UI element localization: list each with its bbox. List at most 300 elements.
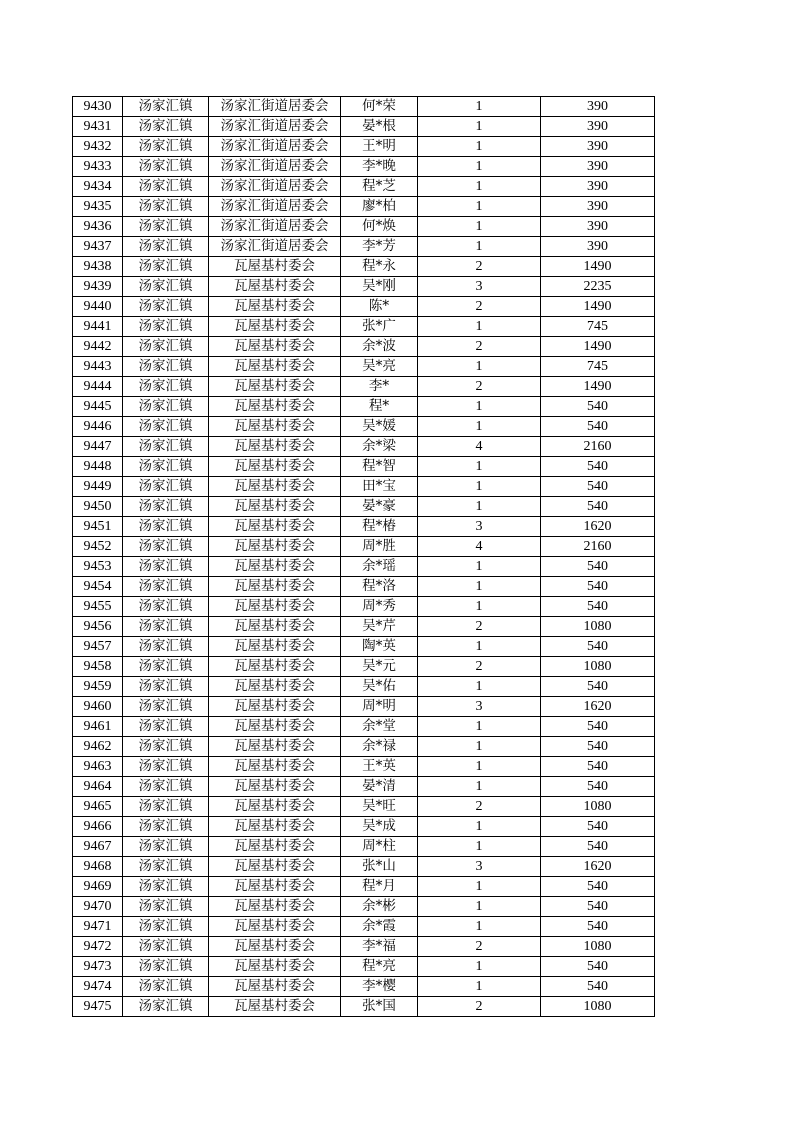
village-committee-cell: 瓦屋基村委会: [209, 337, 341, 357]
household-count-cell: 2: [418, 337, 541, 357]
household-count-cell: 1: [418, 777, 541, 797]
amount-cell: 390: [541, 177, 655, 197]
town-cell: 汤家汇镇: [123, 597, 209, 617]
village-committee-cell: 瓦屋基村委会: [209, 357, 341, 377]
town-cell: 汤家汇镇: [123, 277, 209, 297]
row-number-cell: 9436: [73, 217, 123, 237]
household-count-cell: 1: [418, 157, 541, 177]
household-count-cell: 2: [418, 937, 541, 957]
amount-cell: 540: [541, 717, 655, 737]
household-count-cell: 3: [418, 857, 541, 877]
row-number-cell: 9442: [73, 337, 123, 357]
name-cell: 何*焕: [341, 217, 418, 237]
amount-cell: 2160: [541, 537, 655, 557]
town-cell: 汤家汇镇: [123, 477, 209, 497]
town-cell: 汤家汇镇: [123, 117, 209, 137]
village-committee-cell: 汤家汇街道居委会: [209, 177, 341, 197]
town-cell: 汤家汇镇: [123, 917, 209, 937]
amount-cell: 540: [541, 877, 655, 897]
amount-cell: 1620: [541, 857, 655, 877]
name-cell: 田*宝: [341, 477, 418, 497]
town-cell: 汤家汇镇: [123, 317, 209, 337]
name-cell: 晏*豪: [341, 497, 418, 517]
town-cell: 汤家汇镇: [123, 937, 209, 957]
amount-cell: 540: [541, 897, 655, 917]
name-cell: 张*国: [341, 997, 418, 1017]
amount-cell: 540: [541, 497, 655, 517]
household-count-cell: 1: [418, 557, 541, 577]
household-count-cell: 2: [418, 377, 541, 397]
village-committee-cell: 汤家汇街道居委会: [209, 117, 341, 137]
village-committee-cell: 瓦屋基村委会: [209, 617, 341, 637]
household-count-cell: 1: [418, 317, 541, 337]
village-committee-cell: 汤家汇街道居委会: [209, 237, 341, 257]
amount-cell: 390: [541, 117, 655, 137]
name-cell: 吴*元: [341, 657, 418, 677]
household-count-cell: 2: [418, 997, 541, 1017]
amount-cell: 390: [541, 137, 655, 157]
row-number-cell: 9465: [73, 797, 123, 817]
row-number-cell: 9456: [73, 617, 123, 637]
household-count-cell: 1: [418, 457, 541, 477]
village-committee-cell: 瓦屋基村委会: [209, 937, 341, 957]
village-committee-cell: 瓦屋基村委会: [209, 897, 341, 917]
town-cell: 汤家汇镇: [123, 537, 209, 557]
data-table: [72, 96, 655, 1017]
table-row: [73, 357, 655, 377]
town-cell: 汤家汇镇: [123, 497, 209, 517]
table-row: [73, 637, 655, 657]
row-number-cell: 9455: [73, 597, 123, 617]
name-cell: 吴*佑: [341, 677, 418, 697]
name-cell: 程*芝: [341, 177, 418, 197]
row-number-cell: 9473: [73, 957, 123, 977]
town-cell: 汤家汇镇: [123, 997, 209, 1017]
row-number-cell: 9446: [73, 417, 123, 437]
amount-cell: 540: [541, 637, 655, 657]
amount-cell: 540: [541, 777, 655, 797]
name-cell: 陈*: [341, 297, 418, 317]
household-count-cell: 1: [418, 137, 541, 157]
village-committee-cell: 汤家汇街道居委会: [209, 137, 341, 157]
village-committee-cell: 瓦屋基村委会: [209, 737, 341, 757]
town-cell: 汤家汇镇: [123, 657, 209, 677]
row-number-cell: 9467: [73, 837, 123, 857]
household-count-cell: 1: [418, 597, 541, 617]
town-cell: 汤家汇镇: [123, 617, 209, 637]
town-cell: 汤家汇镇: [123, 837, 209, 857]
amount-cell: 1490: [541, 297, 655, 317]
household-count-cell: 1: [418, 477, 541, 497]
town-cell: 汤家汇镇: [123, 457, 209, 477]
household-count-cell: 1: [418, 837, 541, 857]
town-cell: 汤家汇镇: [123, 637, 209, 657]
town-cell: 汤家汇镇: [123, 717, 209, 737]
table-row: [73, 337, 655, 357]
village-committee-cell: 瓦屋基村委会: [209, 477, 341, 497]
town-cell: 汤家汇镇: [123, 957, 209, 977]
name-cell: 程*永: [341, 257, 418, 277]
row-number-cell: 9439: [73, 277, 123, 297]
name-cell: 晏*清: [341, 777, 418, 797]
table-row: [73, 517, 655, 537]
row-number-cell: 9430: [73, 97, 123, 117]
village-committee-cell: 瓦屋基村委会: [209, 977, 341, 997]
name-cell: 余*霞: [341, 917, 418, 937]
village-committee-cell: 瓦屋基村委会: [209, 597, 341, 617]
table-row: [73, 757, 655, 777]
village-committee-cell: 瓦屋基村委会: [209, 397, 341, 417]
name-cell: 程*洛: [341, 577, 418, 597]
table-row: [73, 937, 655, 957]
village-committee-cell: 瓦屋基村委会: [209, 417, 341, 437]
table-row: [73, 477, 655, 497]
name-cell: 周*柱: [341, 837, 418, 857]
household-count-cell: 1: [418, 717, 541, 737]
village-committee-cell: 汤家汇街道居委会: [209, 157, 341, 177]
town-cell: 汤家汇镇: [123, 817, 209, 837]
name-cell: 吴*成: [341, 817, 418, 837]
village-committee-cell: 瓦屋基村委会: [209, 277, 341, 297]
name-cell: 程*亮: [341, 957, 418, 977]
table-row: [73, 677, 655, 697]
table-row: [73, 257, 655, 277]
amount-cell: 540: [541, 577, 655, 597]
row-number-cell: 9445: [73, 397, 123, 417]
table-row: [73, 957, 655, 977]
table-row: [73, 97, 655, 117]
row-number-cell: 9452: [73, 537, 123, 557]
row-number-cell: 9433: [73, 157, 123, 177]
amount-cell: 2160: [541, 437, 655, 457]
table-row: [73, 777, 655, 797]
amount-cell: 540: [541, 917, 655, 937]
town-cell: 汤家汇镇: [123, 377, 209, 397]
village-committee-cell: 瓦屋基村委会: [209, 917, 341, 937]
household-count-cell: 1: [418, 817, 541, 837]
table-row: [73, 117, 655, 137]
household-count-cell: 4: [418, 537, 541, 557]
village-committee-cell: 瓦屋基村委会: [209, 537, 341, 557]
village-committee-cell: 瓦屋基村委会: [209, 957, 341, 977]
table-row: [73, 497, 655, 517]
household-count-cell: 1: [418, 97, 541, 117]
table-row: [73, 837, 655, 857]
table-row: [73, 377, 655, 397]
town-cell: 汤家汇镇: [123, 897, 209, 917]
table-row: [73, 737, 655, 757]
town-cell: 汤家汇镇: [123, 557, 209, 577]
row-number-cell: 9470: [73, 897, 123, 917]
row-number-cell: 9460: [73, 697, 123, 717]
town-cell: 汤家汇镇: [123, 877, 209, 897]
village-committee-cell: 瓦屋基村委会: [209, 517, 341, 537]
table-row: [73, 817, 655, 837]
amount-cell: 540: [541, 557, 655, 577]
town-cell: 汤家汇镇: [123, 217, 209, 237]
amount-cell: 540: [541, 737, 655, 757]
amount-cell: 1620: [541, 517, 655, 537]
village-committee-cell: 瓦屋基村委会: [209, 297, 341, 317]
town-cell: 汤家汇镇: [123, 697, 209, 717]
village-committee-cell: 瓦屋基村委会: [209, 457, 341, 477]
town-cell: 汤家汇镇: [123, 337, 209, 357]
village-committee-cell: 瓦屋基村委会: [209, 657, 341, 677]
row-number-cell: 9447: [73, 437, 123, 457]
village-committee-cell: 瓦屋基村委会: [209, 577, 341, 597]
name-cell: 周*秀: [341, 597, 418, 617]
table-row: [73, 997, 655, 1017]
village-committee-cell: 瓦屋基村委会: [209, 257, 341, 277]
household-count-cell: 3: [418, 277, 541, 297]
village-committee-cell: 瓦屋基村委会: [209, 717, 341, 737]
table-row: [73, 217, 655, 237]
row-number-cell: 9474: [73, 977, 123, 997]
table-row: [73, 617, 655, 637]
town-cell: 汤家汇镇: [123, 297, 209, 317]
table-row: [73, 297, 655, 317]
village-committee-cell: 瓦屋基村委会: [209, 317, 341, 337]
row-number-cell: 9459: [73, 677, 123, 697]
amount-cell: 540: [541, 837, 655, 857]
household-count-cell: 1: [418, 397, 541, 417]
table-row: [73, 397, 655, 417]
household-count-cell: 1: [418, 117, 541, 137]
village-committee-cell: 瓦屋基村委会: [209, 697, 341, 717]
village-committee-cell: 瓦屋基村委会: [209, 637, 341, 657]
household-count-cell: 1: [418, 757, 541, 777]
row-number-cell: 9444: [73, 377, 123, 397]
amount-cell: 745: [541, 357, 655, 377]
village-committee-cell: 瓦屋基村委会: [209, 837, 341, 857]
row-number-cell: 9450: [73, 497, 123, 517]
name-cell: 李*: [341, 377, 418, 397]
household-count-cell: 3: [418, 517, 541, 537]
name-cell: 程*椿: [341, 517, 418, 537]
household-count-cell: 1: [418, 957, 541, 977]
table-row: [73, 277, 655, 297]
row-number-cell: 9438: [73, 257, 123, 277]
amount-cell: 540: [541, 957, 655, 977]
town-cell: 汤家汇镇: [123, 977, 209, 997]
amount-cell: 540: [541, 757, 655, 777]
household-count-cell: 1: [418, 197, 541, 217]
amount-cell: 1080: [541, 657, 655, 677]
table-row: [73, 797, 655, 817]
town-cell: 汤家汇镇: [123, 517, 209, 537]
town-cell: 汤家汇镇: [123, 157, 209, 177]
household-count-cell: 1: [418, 737, 541, 757]
row-number-cell: 9449: [73, 477, 123, 497]
village-committee-cell: 汤家汇街道居委会: [209, 197, 341, 217]
amount-cell: 390: [541, 237, 655, 257]
table-row: [73, 237, 655, 257]
household-count-cell: 4: [418, 437, 541, 457]
table-row: [73, 657, 655, 677]
household-count-cell: 2: [418, 257, 541, 277]
name-cell: 余*梁: [341, 437, 418, 457]
village-committee-cell: 瓦屋基村委会: [209, 817, 341, 837]
amount-cell: 390: [541, 197, 655, 217]
row-number-cell: 9475: [73, 997, 123, 1017]
village-committee-cell: 瓦屋基村委会: [209, 857, 341, 877]
amount-cell: 390: [541, 97, 655, 117]
table-row: [73, 877, 655, 897]
name-cell: 张*广: [341, 317, 418, 337]
household-count-cell: 1: [418, 177, 541, 197]
row-number-cell: 9431: [73, 117, 123, 137]
row-number-cell: 9440: [73, 297, 123, 317]
amount-cell: 1490: [541, 337, 655, 357]
town-cell: 汤家汇镇: [123, 737, 209, 757]
table-row: [73, 557, 655, 577]
amount-cell: 1620: [541, 697, 655, 717]
household-count-cell: 1: [418, 577, 541, 597]
row-number-cell: 9437: [73, 237, 123, 257]
table-row: [73, 917, 655, 937]
village-committee-cell: 汤家汇街道居委会: [209, 97, 341, 117]
town-cell: 汤家汇镇: [123, 177, 209, 197]
town-cell: 汤家汇镇: [123, 677, 209, 697]
name-cell: 吴*旺: [341, 797, 418, 817]
name-cell: 余*瑶: [341, 557, 418, 577]
amount-cell: 1080: [541, 937, 655, 957]
village-committee-cell: 瓦屋基村委会: [209, 677, 341, 697]
town-cell: 汤家汇镇: [123, 397, 209, 417]
amount-cell: 1080: [541, 797, 655, 817]
row-number-cell: 9441: [73, 317, 123, 337]
name-cell: 余*波: [341, 337, 418, 357]
row-number-cell: 9432: [73, 137, 123, 157]
town-cell: 汤家汇镇: [123, 137, 209, 157]
amount-cell: 540: [541, 677, 655, 697]
town-cell: 汤家汇镇: [123, 577, 209, 597]
amount-cell: 540: [541, 817, 655, 837]
household-count-cell: 1: [418, 977, 541, 997]
row-number-cell: 9468: [73, 857, 123, 877]
amount-cell: 540: [541, 597, 655, 617]
row-number-cell: 9466: [73, 817, 123, 837]
table-row: [73, 577, 655, 597]
household-count-cell: 1: [418, 417, 541, 437]
name-cell: 王*英: [341, 757, 418, 777]
name-cell: 程*: [341, 397, 418, 417]
name-cell: 晏*根: [341, 117, 418, 137]
name-cell: 李*晚: [341, 157, 418, 177]
name-cell: 王*明: [341, 137, 418, 157]
row-number-cell: 9457: [73, 637, 123, 657]
table-row: [73, 317, 655, 337]
name-cell: 吴*媛: [341, 417, 418, 437]
town-cell: 汤家汇镇: [123, 237, 209, 257]
village-committee-cell: 瓦屋基村委会: [209, 997, 341, 1017]
table-body: [73, 97, 655, 1017]
town-cell: 汤家汇镇: [123, 257, 209, 277]
row-number-cell: 9463: [73, 757, 123, 777]
household-count-cell: 1: [418, 637, 541, 657]
row-number-cell: 9443: [73, 357, 123, 377]
town-cell: 汤家汇镇: [123, 437, 209, 457]
table-row: [73, 857, 655, 877]
name-cell: 周*明: [341, 697, 418, 717]
amount-cell: 390: [541, 217, 655, 237]
row-number-cell: 9469: [73, 877, 123, 897]
name-cell: 周*胜: [341, 537, 418, 557]
table-row: [73, 897, 655, 917]
name-cell: 吴*芹: [341, 617, 418, 637]
town-cell: 汤家汇镇: [123, 857, 209, 877]
household-count-cell: 1: [418, 357, 541, 377]
village-committee-cell: 瓦屋基村委会: [209, 497, 341, 517]
table-row: [73, 157, 655, 177]
amount-cell: 390: [541, 157, 655, 177]
town-cell: 汤家汇镇: [123, 797, 209, 817]
household-count-cell: 1: [418, 877, 541, 897]
village-committee-cell: 瓦屋基村委会: [209, 797, 341, 817]
name-cell: 李*樱: [341, 977, 418, 997]
household-count-cell: 1: [418, 897, 541, 917]
table-row: [73, 197, 655, 217]
table-row: [73, 177, 655, 197]
row-number-cell: 9435: [73, 197, 123, 217]
household-count-cell: 1: [418, 237, 541, 257]
name-cell: 吴*亮: [341, 357, 418, 377]
row-number-cell: 9464: [73, 777, 123, 797]
household-count-cell: 2: [418, 617, 541, 637]
name-cell: 程*月: [341, 877, 418, 897]
name-cell: 余*禄: [341, 737, 418, 757]
household-count-cell: 2: [418, 657, 541, 677]
name-cell: 陶*英: [341, 637, 418, 657]
village-committee-cell: 汤家汇街道居委会: [209, 217, 341, 237]
row-number-cell: 9453: [73, 557, 123, 577]
household-count-cell: 1: [418, 217, 541, 237]
name-cell: 余*彬: [341, 897, 418, 917]
table-row: [73, 457, 655, 477]
household-count-cell: 3: [418, 697, 541, 717]
amount-cell: 745: [541, 317, 655, 337]
village-committee-cell: 瓦屋基村委会: [209, 777, 341, 797]
town-cell: 汤家汇镇: [123, 97, 209, 117]
row-number-cell: 9458: [73, 657, 123, 677]
name-cell: 李*福: [341, 937, 418, 957]
village-committee-cell: 瓦屋基村委会: [209, 377, 341, 397]
name-cell: 廖*柏: [341, 197, 418, 217]
town-cell: 汤家汇镇: [123, 757, 209, 777]
amount-cell: 1490: [541, 257, 655, 277]
village-committee-cell: 瓦屋基村委会: [209, 877, 341, 897]
village-committee-cell: 瓦屋基村委会: [209, 437, 341, 457]
name-cell: 程*智: [341, 457, 418, 477]
amount-cell: 540: [541, 477, 655, 497]
table-row: [73, 697, 655, 717]
table-row: [73, 137, 655, 157]
table-row: [73, 597, 655, 617]
amount-cell: 540: [541, 977, 655, 997]
table-row: [73, 417, 655, 437]
row-number-cell: 9471: [73, 917, 123, 937]
village-committee-cell: 瓦屋基村委会: [209, 557, 341, 577]
town-cell: 汤家汇镇: [123, 777, 209, 797]
row-number-cell: 9434: [73, 177, 123, 197]
amount-cell: 540: [541, 457, 655, 477]
row-number-cell: 9472: [73, 937, 123, 957]
household-count-cell: 2: [418, 797, 541, 817]
table-row: [73, 717, 655, 737]
amount-cell: 1080: [541, 997, 655, 1017]
name-cell: 张*山: [341, 857, 418, 877]
household-count-cell: 1: [418, 917, 541, 937]
